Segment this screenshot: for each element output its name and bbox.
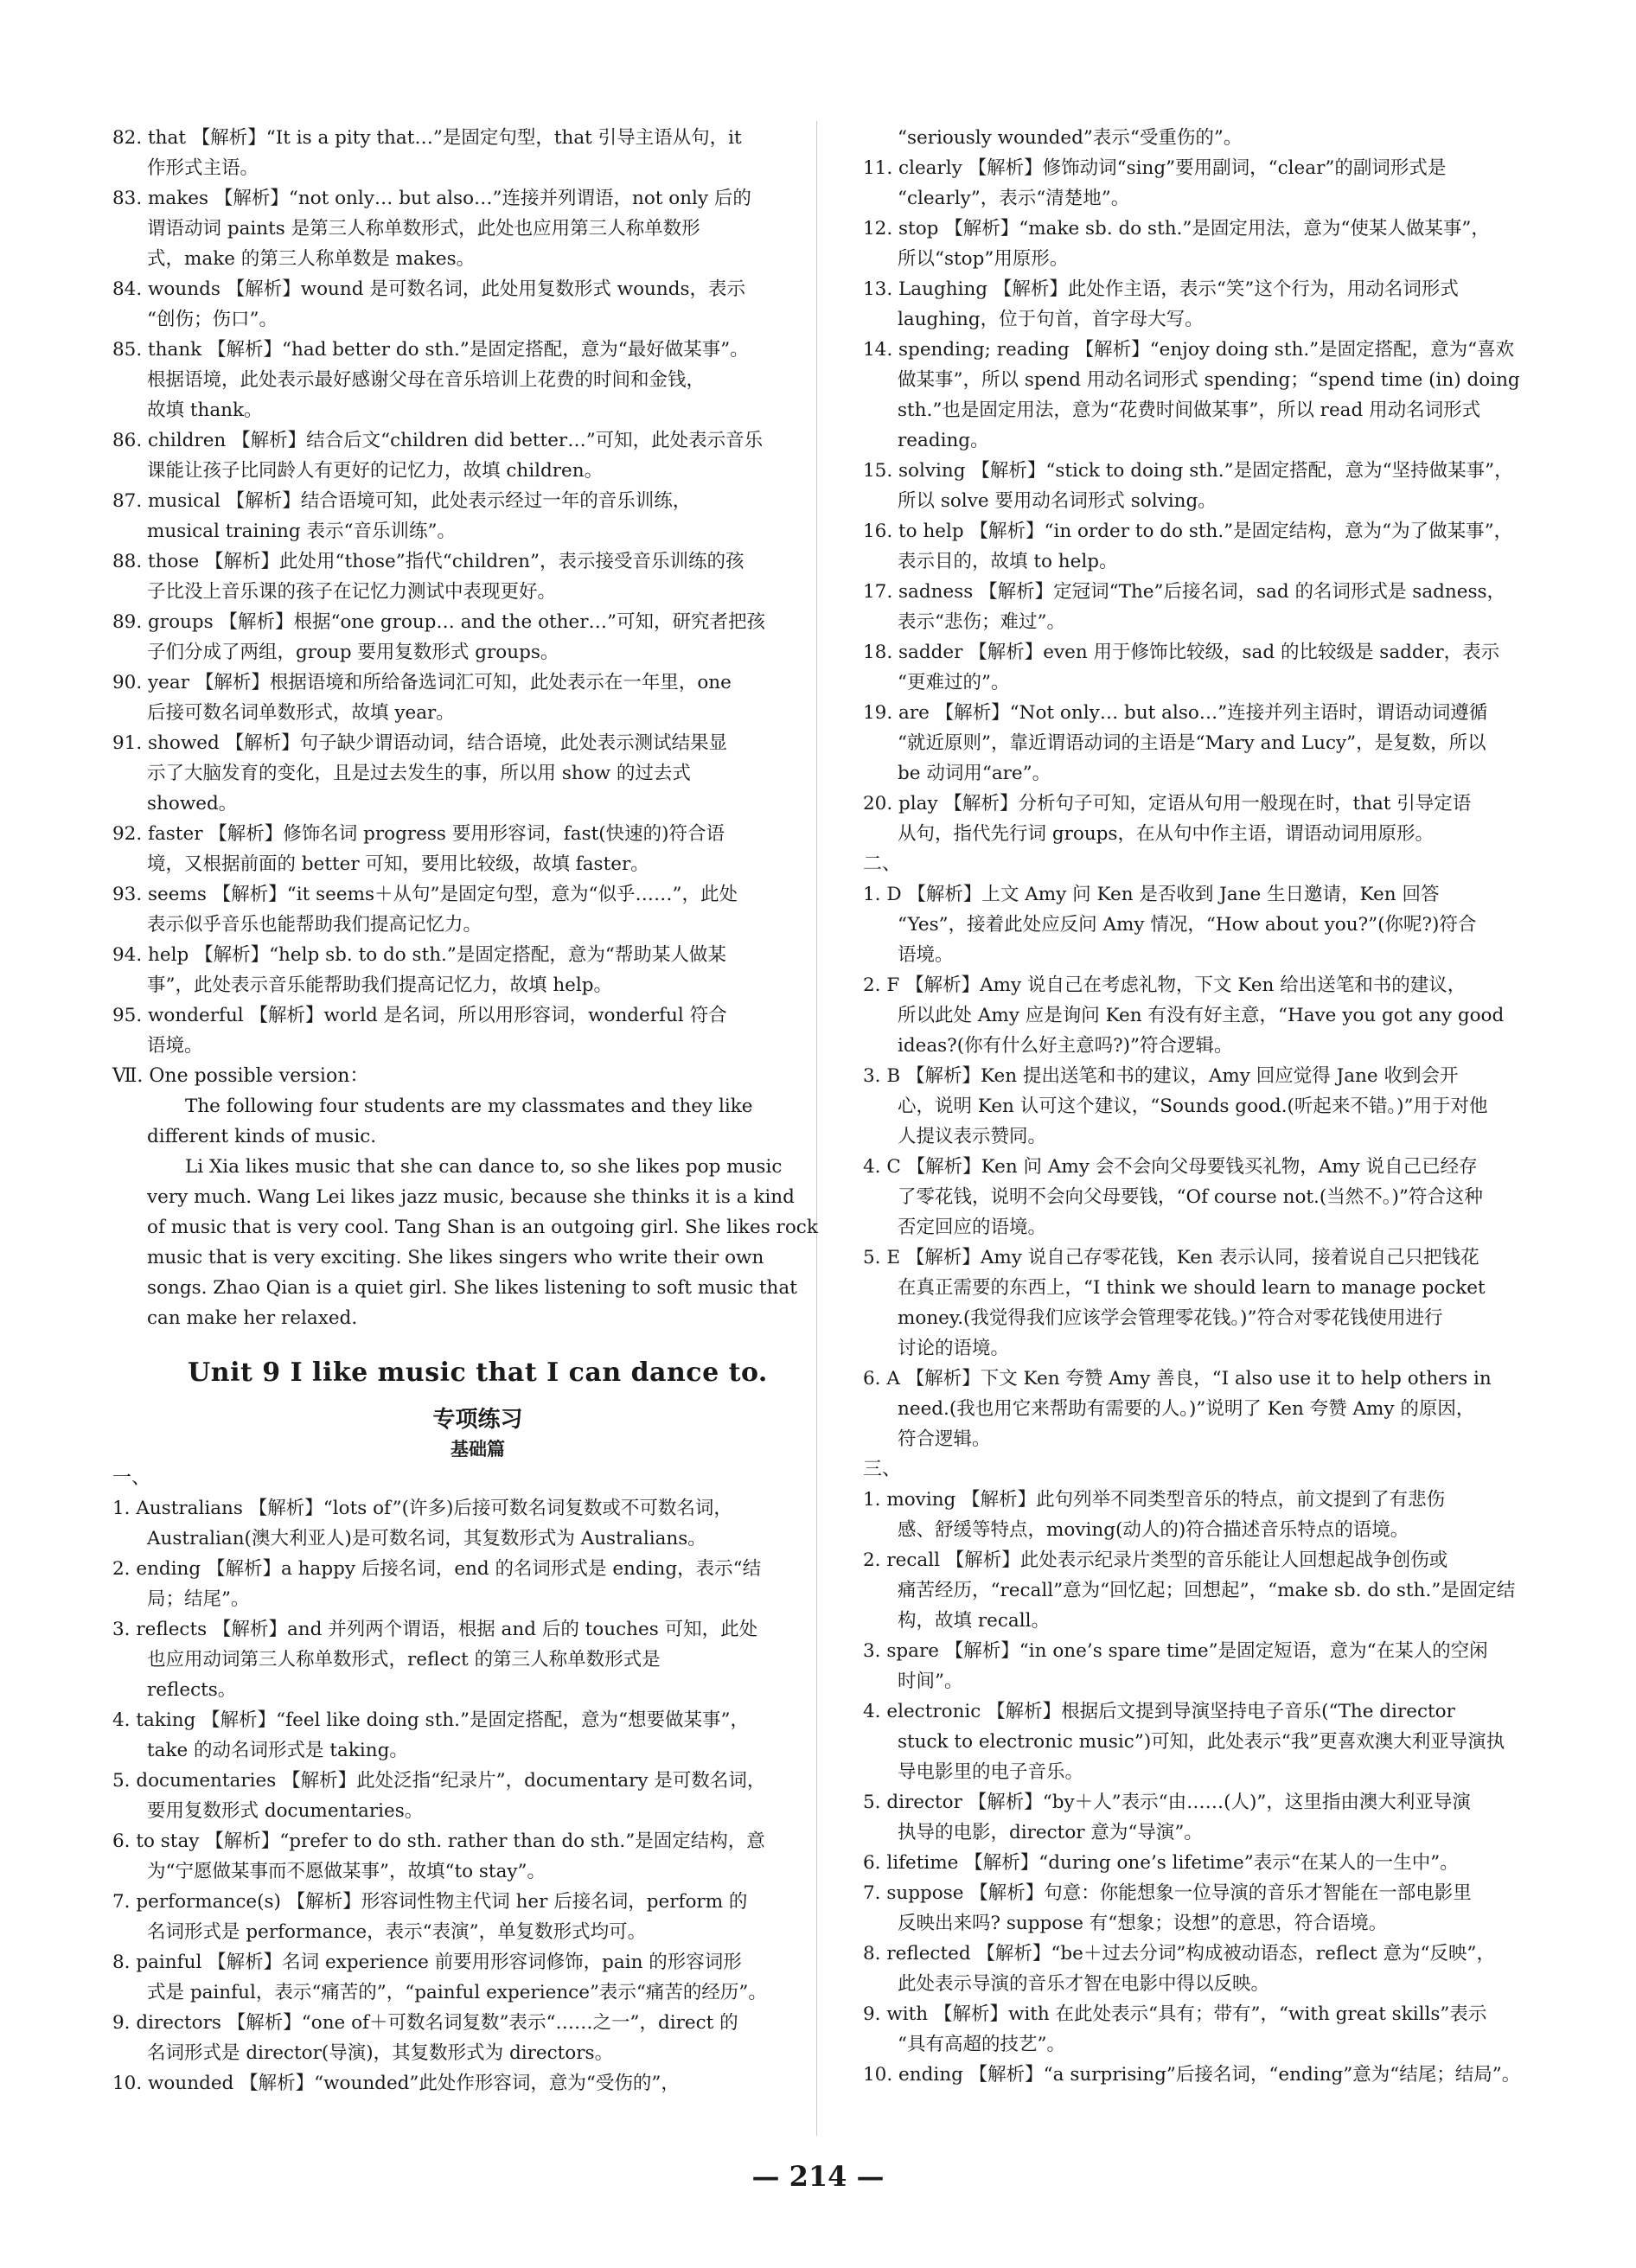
entry-line: 14. spending; reading 【解析】“enjoy doing sth.”是固定搭配，意为“喜欢 [863,339,1515,361]
entry-line: 执导的电影，director 意为“导演”。 [898,1822,1203,1843]
section-label-three: 三、 [863,1459,902,1480]
answer-entry [112,879,843,940]
entry-line: 课能让孩子比同龄人有更好的记忆力，故填 children。 [147,460,604,482]
entry-line: 从句，指代先行词 groups，在从句中作主语，谓语动词用原形。 [898,823,1434,845]
entry-line: “seriously wounded”表示“受重伤的”。 [898,127,1243,149]
essay-paragraph [112,1091,843,1152]
essay-line: The following four students are my classmates and they like [185,1096,753,1117]
answer-entry [112,1493,843,1554]
answer-entry [112,940,843,1000]
entry-line: reflects。 [147,1679,237,1701]
entry-line: 式是 painful，表示“痛苦的”，“painful experience”表示“痛苦的经历”。 [147,1982,767,2003]
answer-entry [863,214,1594,274]
entry-line: 4. C 【解析】Ken 问 Amy 会不会向父母要钱买礼物，Amy 说自己已经存 [863,1156,1478,1178]
answer-entry [863,789,1594,849]
entry-line: take 的动名词形式是 taking。 [147,1740,408,1761]
answer-entry [863,516,1594,577]
answer-list [863,1485,1594,2090]
entry-line: 名词形式是 director(导演)，其复数形式为 directors。 [147,2042,614,2064]
entry-line: “clearly”，表示“清楚地”。 [898,188,1130,209]
entry-line: stuck to electronic music”)可知，此处表示“我”更喜欢澳大利亚导演执 [898,1731,1505,1753]
essay-line: songs. Zhao Qian is a quiet girl. She likes listening to soft music that [147,1277,797,1299]
answer-entry [112,2068,843,2099]
entry-line: musical training 表示“音乐训练”。 [147,521,456,542]
entry-line: 所以“stop”用原形。 [898,248,1069,270]
entry-line: “创伤；伤口”。 [147,309,278,330]
entry-line: be 动词用“are”。 [898,763,1051,784]
answer-entry [863,1999,1594,2060]
essay-line: Li Xia likes music that she can dance to, so she likes pop music [185,1156,783,1178]
answer-entry [863,2060,1594,2090]
essay-line: different kinds of music. [147,1126,377,1147]
answer-list [863,123,1594,849]
entry-line: 6. lifetime 【解析】“during one’s lifetime”表示“在某人的一生中”。 [863,1852,1459,1874]
entry-line: 8. reflected 【解析】“be＋过去分词”构成被动语态，reflect 意为“反映”， [863,1943,1495,1965]
entry-line: 表示目的，故填 to help。 [898,551,1118,572]
entry-line: 82. that 【解析】“It is a pity that…”是固定句型，that 引导主语从句，it [112,127,742,149]
entry-line: 否定回应的语境。 [898,1217,1047,1238]
entry-line: 后接可数名词单数形式，故填 year。 [147,702,455,724]
answer-entry [863,456,1594,516]
entry-line: 17. sadness 【解析】定冠词“The”后接名词，sad 的名词形式是 sadness， [863,581,1506,603]
entry-line: sth.”也是固定用法，意为“花费时间做某事”，所以 read 用动名词形式 [898,399,1481,421]
entry-line: 87. musical 【解析】结合语境可知，此处表示经过一年的音乐训练， [112,490,692,512]
right-column [863,123,1594,2090]
essay-line: can make her relaxed. [147,1307,358,1329]
answer-entry [112,546,843,607]
entry-line: 痛苦经历，“recall”意为“回忆起；回想起”，“make sb. do sth.”是固定结 [898,1580,1516,1601]
essay-paragraph [112,1152,843,1333]
answer-entry [863,577,1594,637]
answer-entry [863,1061,1594,1152]
entry-line: 为“宁愿做某事而不愿做某事”，故填“to stay”。 [147,1861,546,1882]
entry-line: 94. help 【解析】“help sb. to do sth.”是固定搭配，意为“帮助某人做某 [112,944,726,966]
essay-line: of music that is very cool. Tang Shan is an outgoing girl. She likes rock [147,1217,818,1238]
entry-line: 语境。 [898,944,954,966]
entry-line: 感、舒缓等特点，moving(动人的)符合描述音乐特点的语境。 [898,1519,1409,1541]
answer-entry [863,153,1594,214]
entry-line: “具有高超的技艺”。 [898,2034,1065,2055]
answer-entry [112,1614,843,1705]
entry-line: 7. suppose 【解析】句意：你能想象一位导演的音乐才智能在一部电影里 [863,1882,1472,1904]
entry-line: 93. seems 【解析】“it seems＋从句”是固定句型，意为“似乎……”，此处 [112,884,738,905]
entry-line: 表示似乎音乐也能帮助我们提高记忆力。 [147,914,482,936]
entry-line: 91. showed 【解析】句子缺少谓语动词，结合语境，此处表示测试结果显 [112,732,728,754]
entry-line: 心，说明 Ken 认可这个建议，“Sounds good.(听起来不错。)”用于对他 [898,1096,1488,1117]
entry-line: 5. E 【解析】Amy 说自己存零花钱，Ken 表示认同，接着说自己只把钱花 [863,1247,1479,1268]
entry-line: 境，又根据前面的 better 可知，要用比较级，故填 faster。 [147,853,649,875]
entry-line: 9. directors 【解析】“one of＋可数名词复数”表示“……之一”，direct 的 [112,2012,738,2034]
entry-line: 式，make 的第三人称单数是 makes。 [147,248,476,270]
entry-line: 时间”。 [898,1671,963,1692]
entry-line: ideas?(你有什么好主意吗?)”符合逻辑。 [898,1035,1233,1057]
answer-list [863,879,1594,1454]
entry-line: 5. director 【解析】“by＋人”表示“由……(人)”，这里指由澳大利亚导演 [863,1792,1471,1813]
answer-entry [112,1554,843,1614]
answer-list [112,1493,843,2099]
entry-line: 所以此处 Amy 应是询问 Ken 有没有好主意，“Have you got any good [898,1005,1505,1026]
answer-entry [863,1364,1594,1454]
answer-entry [863,1545,1594,1636]
entry-line: 此处表示导演的音乐才智在电影中得以反映。 [898,1973,1270,1995]
entry-line: 11. clearly 【解析】修饰动词“sing”要用副词，“clear”的副词形式是 [863,157,1447,179]
answer-entry [112,1000,843,1061]
entry-line: 8. painful 【解析】名词 experience 前要用形容词修饰，pain 的形容词形 [112,1952,742,1973]
answer-entry [112,607,843,668]
sample-essay [112,1091,843,1333]
answer-entry [863,123,1594,153]
entry-line: 2. recall 【解析】此处表示纪录片类型的音乐能让人回想起战争创伤或 [863,1549,1448,1571]
answer-entry [112,2008,843,2068]
entry-line: “就近原则”，靠近谓语动词的主语是“Mary and Lucy”，是复数，所以 [898,732,1486,754]
entry-line: 3. reflects 【解析】and 并列两个谓语，根据 and 后的 touches 可知，此处 [112,1619,758,1640]
answer-entry [112,183,843,274]
entry-line: 子比没上音乐课的孩子在记忆力测试中表现更好。 [147,581,557,603]
section-subtitle: 基础篇 [451,1438,505,1460]
entry-line: 要用复数形式 documentaries。 [147,1800,424,1822]
answer-entry [112,1826,843,1887]
entry-line: 示了大脑发育的变化，且是过去发生的事，所以用 show 的过去式 [147,763,691,784]
entry-line: 7. performance(s) 【解析】形容词性物主代词 her 后接名词，perform 的 [112,1891,748,1913]
entry-line: 也应用动词第三人称单数形式，reflect 的第三人称单数形式是 [147,1649,661,1671]
entry-line: 6. to stay 【解析】“prefer to do sth. rather than do sth.”是固定结构，意 [112,1830,765,1852]
entry-line: 2. ending 【解析】a happy 后接名词，end 的名词形式是 ending，表示“结 [112,1558,762,1580]
entry-line: 3. B 【解析】Ken 提出送笔和书的建议，Amy 回应觉得 Jane 收到会开 [863,1065,1459,1087]
entry-line: 在真正需要的东西上，“I think we should learn to manage pocket [898,1277,1486,1299]
entry-line: 6. A 【解析】下文 Ken 夸赞 Amy 善良，“I also use it to help others in [863,1368,1492,1390]
entry-line: 4. taking 【解析】“feel like doing sth.”是固定搭配，意为“想要做某事”， [112,1709,749,1731]
entry-line: 20. play 【解析】分析句子可知，定语从句用一般现在时，that 引导定语 [863,793,1472,815]
answer-entry [863,1485,1594,1545]
entry-line: 符合逻辑。 [898,1428,991,1450]
entry-line: 谓语动词 paints 是第三人称单数形式，此处也应用第三人称单数形 [147,218,700,240]
entry-line: 9. with 【解析】with 在此处表示“具有；带有”，“with great skills”表示 [863,2003,1487,2025]
answer-entry [863,1152,1594,1243]
entry-line: 根据语境，此处表示最好感谢父母在音乐培训上花费的时间和金钱， [147,369,706,391]
entry-line: 故填 thank。 [147,399,263,421]
essay-line: very much. Wang Lei likes jazz music, because she thinks it is a kind [147,1186,795,1208]
answer-entry [112,1766,843,1826]
answer-entry [112,1705,843,1766]
entry-line: 名词形式是 performance，表示“表演”，单复数形式均可。 [147,1921,647,1943]
entry-line: 88. those 【解析】此处用“those”指代“children”，表示接受音乐训练的孩 [112,551,745,572]
entry-line: 10. wounded 【解析】“wounded”此处作形容词，意为“受伤的”， [112,2073,680,2094]
entry-line: 2. F 【解析】Amy 说自己在考虑礼物，下文 Ken 给出送笔和书的建议， [863,974,1467,996]
answer-entry [112,819,843,879]
left-column [112,123,843,2099]
entry-line: “Yes”，接着此处应反问 Amy 情况，“How about you?”(你呢?)符合 [898,914,1477,936]
entry-line: 85. thank 【解析】“had better do sth.”是固定搭配，意为“最好做某事”。 [112,339,749,361]
section-title: 专项练习 [432,1407,523,1433]
entry-line: 构，故填 recall。 [898,1610,1050,1632]
entry-line: 15. solving 【解析】“stick to doing sth.”是固定搭配，意为“坚持做某事”， [863,460,1513,482]
entry-line: “更难过的”。 [898,672,1010,693]
answer-entry [863,1636,1594,1696]
entry-line: 局；结尾”。 [147,1588,250,1610]
answer-entry [863,879,1594,970]
answer-entry [863,274,1594,335]
entry-line: need.(我也用它来帮助有需要的人。)”说明了 Ken 夸赞 Amy 的原因， [898,1398,1475,1420]
entry-line: 5. documentaries 【解析】此处泛指“纪录片”，documentary 是可数名词， [112,1770,766,1792]
section-label-two: 二、 [863,853,902,875]
answer-entry [112,274,843,335]
entry-line: showed。 [147,793,238,815]
entry-line: Australian(澳大利亚人)是可数名词，其复数形式为 Australians。 [147,1528,706,1549]
answer-entry [112,335,843,425]
entry-line: money.(我觉得我们应该学会管理零花钱。)”符合对零花钱使用进行 [898,1307,1443,1329]
entry-line: 做某事”，所以 spend 用动名词形式 spending；“spend time (in) doing [898,369,1520,391]
entry-line: 18. sadder 【解析】even 用于修饰比较级，sad 的比较级是 sadder，表示 [863,642,1500,663]
answer-entry [112,486,843,546]
answer-entry [112,668,843,728]
entry-line: 讨论的语境。 [898,1338,1010,1359]
answer-entry [863,970,1594,1061]
entry-line: 表示“悲伤；难过”。 [898,611,1065,633]
answer-entry [112,728,843,819]
essay-line: music that is very exciting. She likes singers who write their own [147,1247,764,1268]
entry-line: 10. ending 【解析】“a surprising”后接名词，“ending”意为“结尾；结局”。 [863,2064,1521,2086]
answer-entry [863,698,1594,789]
entry-line: 12. stop 【解析】“make sb. do sth.”是固定用法，意为“使某人做某事”， [863,218,1490,240]
entry-line: 13. Laughing 【解析】此处作主语，表示“笑”这个行为，用动名词形式 [863,278,1459,300]
entry-line: 导电影里的电子音乐。 [898,1761,1084,1783]
entry-line: 3. spare 【解析】“in one’s spare time”是固定短语，意为“在某人的空闲 [863,1640,1488,1662]
answer-entry [863,1696,1594,1787]
entry-line: laughing，位于句首，首字母大写。 [898,309,1204,330]
entry-line: reading。 [898,430,989,451]
entry-line: 1. Australians 【解析】“lots of”(许多)后接可数名词复数或不可数名词， [112,1498,732,1519]
entry-line: 19. are 【解析】“Not only… but also…”连接并列主语时，谓语动词遵循 [863,702,1488,724]
entry-line: 1. moving 【解析】此句列举不同类型音乐的特点，前文提到了有悲伤 [863,1489,1446,1511]
entry-line: 90. year 【解析】根据语境和所给备选词汇可知，此处表示在一年里，one [112,672,732,693]
unit-title: Unit 9 I like music that I can dance to. [188,1358,768,1388]
page-number: — 214 — [751,2160,885,2193]
entry-line: 92. faster 【解析】修饰名词 progress 要用形容词，fast(快速的)符合语 [112,823,725,845]
entry-line: 人提议表示赞同。 [898,1126,1047,1147]
entry-line: 1. D 【解析】上文 Amy 问 Ken 是否收到 Jane 生日邀请，Ken 回答 [863,884,1440,905]
entry-line: 95. wonderful 【解析】world 是名词，所以用形容词，wonderful 符合 [112,1005,727,1026]
answer-entry [863,1848,1594,1878]
section-label-one: 一、 [112,1467,151,1489]
answer-entry [112,123,843,183]
entry-line: 89. groups 【解析】根据“one group… and the other…”可知，研究者把孩 [112,611,765,633]
answer-entry [863,335,1594,456]
entry-line: 事”，此处表示音乐能帮助我们提高记忆力，故填 help。 [147,974,613,996]
entry-line: 反映出来吗? suppose 有“想象；设想”的意思，符合语境。 [898,1913,1388,1934]
entry-line: 16. to help 【解析】“in order to do sth.”是固定结构，意为“为了做某事”， [863,521,1513,542]
answer-entry [863,637,1594,698]
answer-entry [112,1887,843,1947]
entry-line: 了零花钱，说明不会向父母要钱，“Of course not.(当然不。)”符合这种 [898,1186,1483,1208]
answer-entry [863,1939,1594,1999]
entry-line: 84. wounds 【解析】wound 是可数名词，此处用复数形式 wounds，表示 [112,278,746,300]
answer-entry [863,1243,1594,1364]
entry-line: 所以 solve 要用动名词形式 solving。 [898,490,1217,512]
answer-list [112,123,843,1061]
entry-line: 83. makes 【解析】“not only… but also…”连接并列谓语，not only 后的 [112,188,751,209]
entry-line: 语境。 [147,1035,203,1057]
answer-entry [112,425,843,486]
answer-entry [863,1787,1594,1848]
section-label-vii: Ⅶ. One possible version： [112,1065,369,1087]
answer-entry [112,1947,843,2008]
entry-line: 作形式主语。 [147,157,259,179]
entry-line: 子们分成了两组，group 要用复数形式 groups。 [147,642,559,663]
answer-entry [863,1878,1594,1939]
entry-line: 86. children 【解析】结合后文“children did better…”可知，此处表示音乐 [112,430,764,451]
entry-line: 4. electronic 【解析】根据后文提到导演坚持电子音乐(“The director [863,1701,1455,1722]
